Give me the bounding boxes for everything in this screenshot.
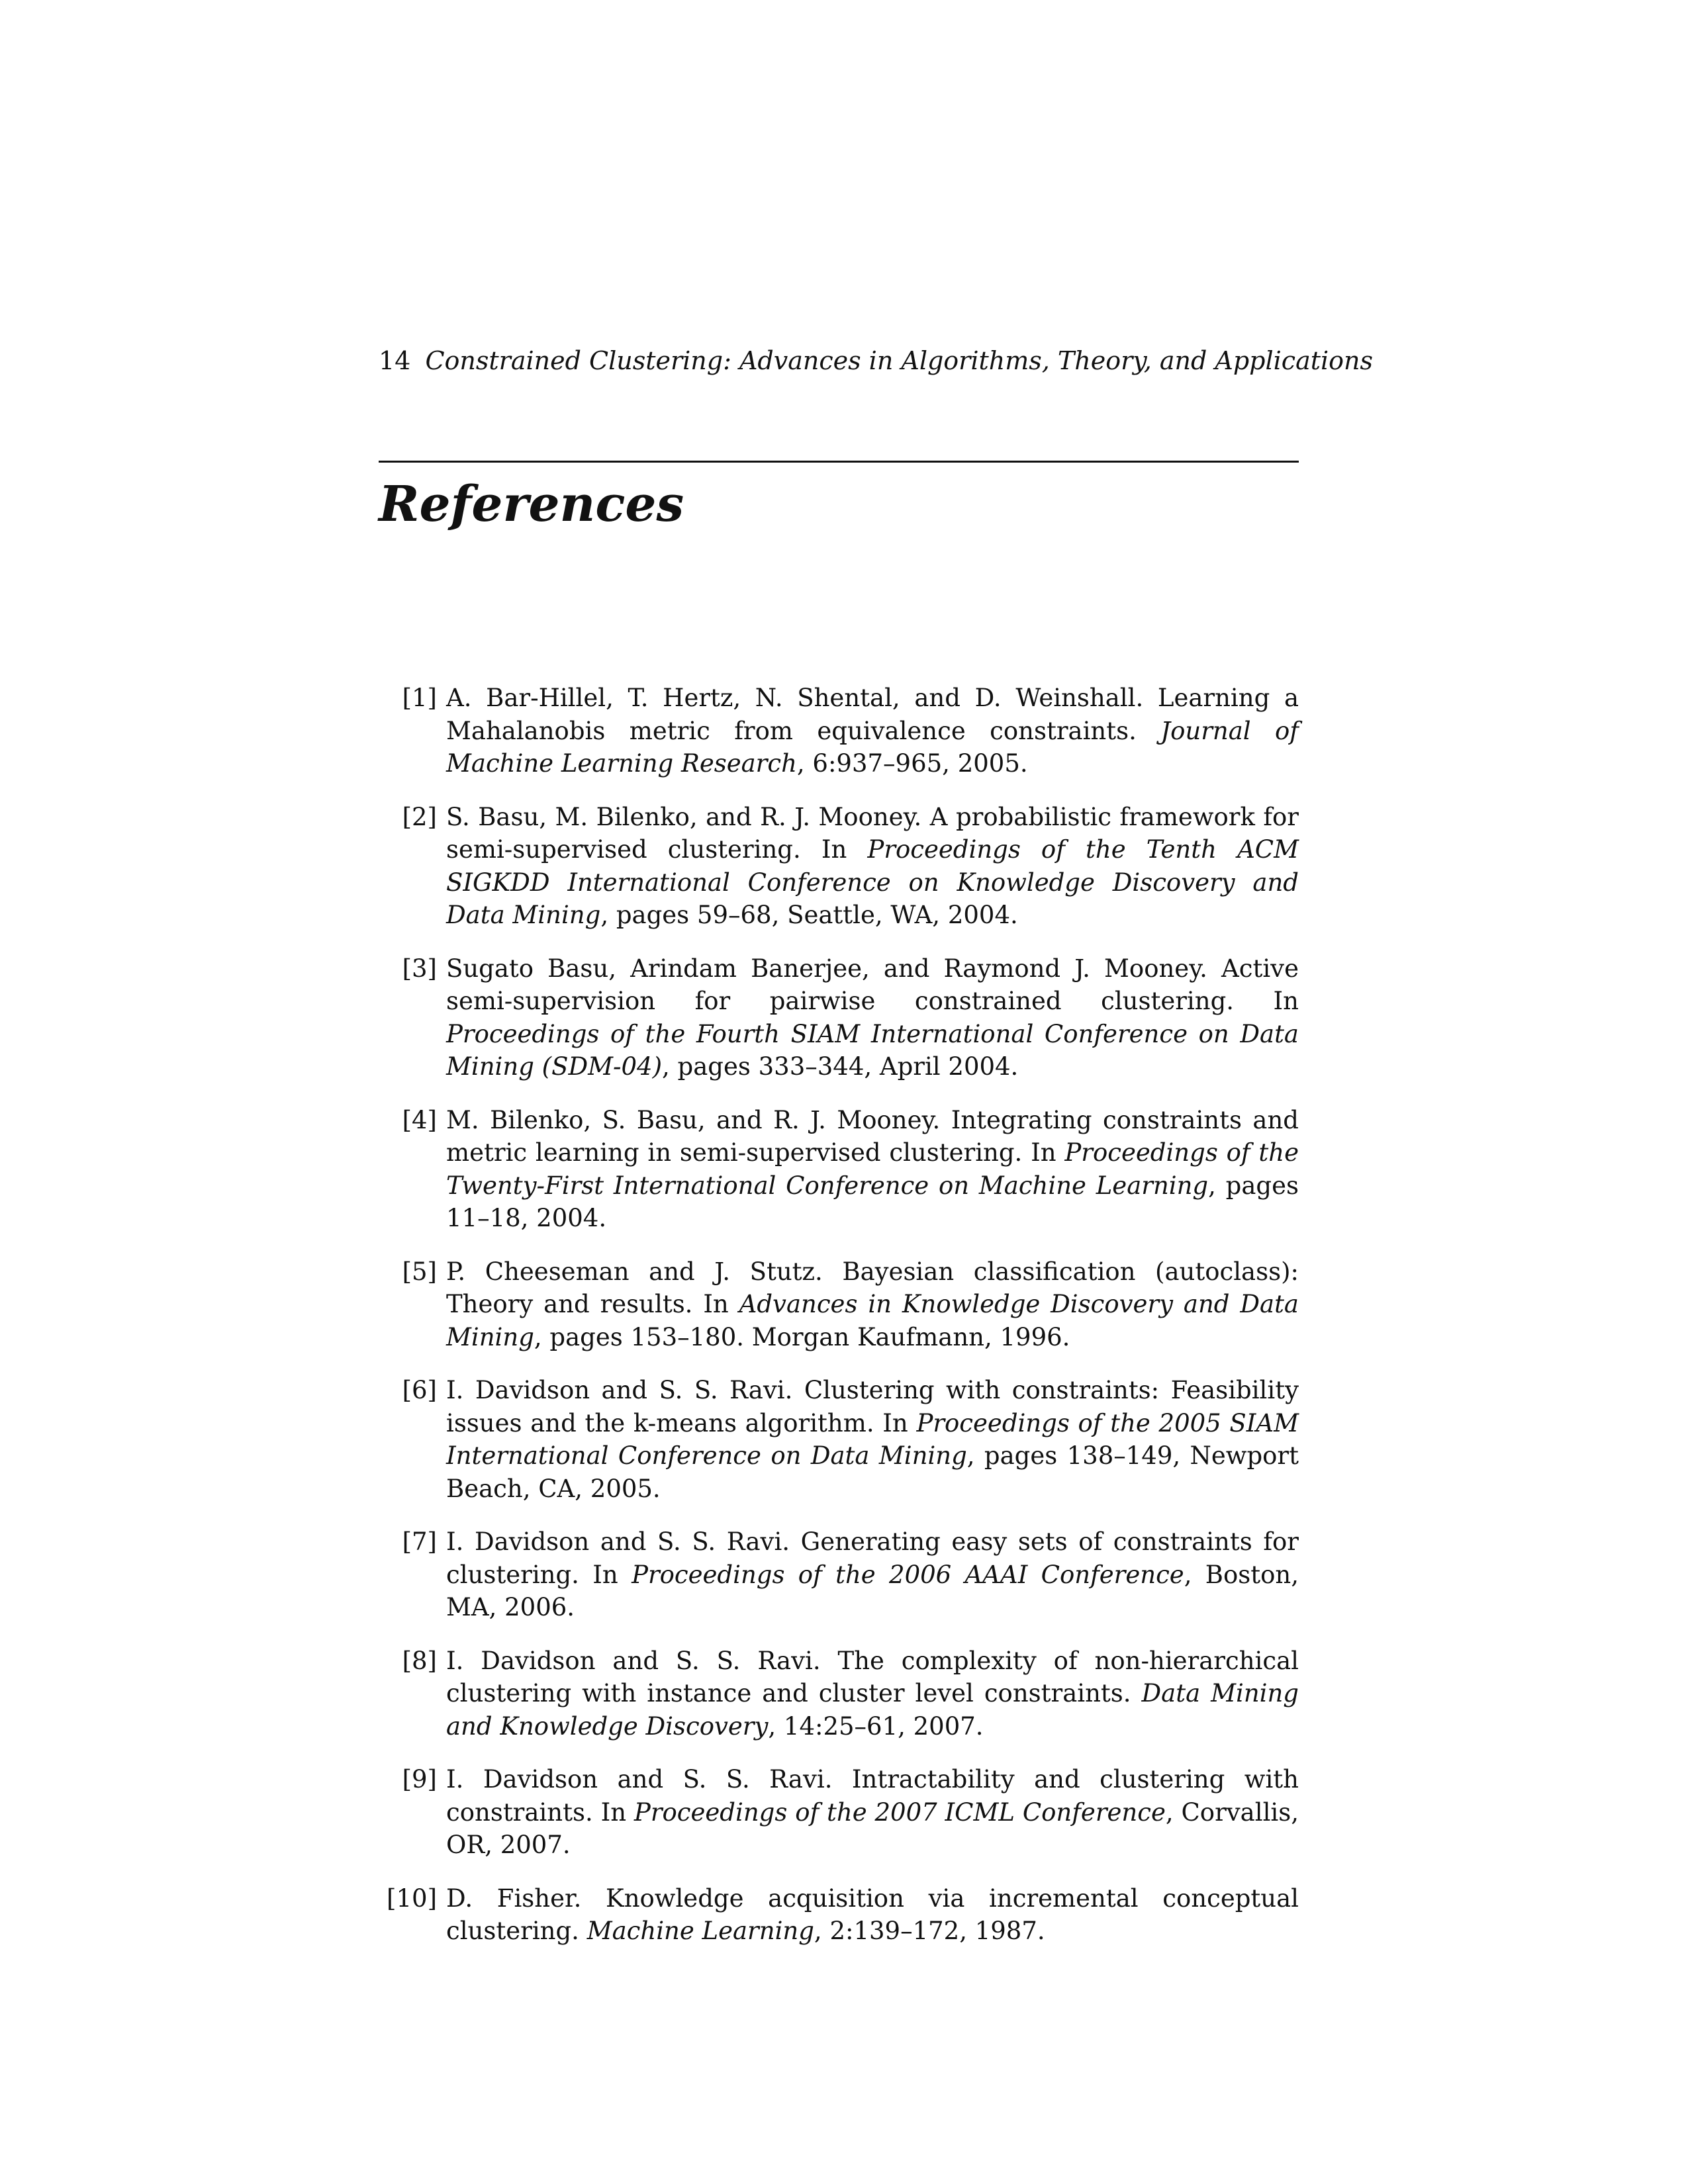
reference-details: , pages 333–344, April 2004. xyxy=(662,1052,1019,1081)
reference-number: [2] xyxy=(402,802,437,831)
reference-number: [4] xyxy=(402,1105,437,1134)
reference-authors: A. Bar-Hillel, T. Hertz, N. Shental, and D. Weinshall. Learning a Mahalanobis metric from equivalence constraints. xyxy=(446,684,1299,745)
reference-authors: D. Fisher. Knowledge acquisition via incremental conceptual clustering. xyxy=(446,1884,1299,1945)
page-number: 14 xyxy=(379,346,411,375)
reference-details: , pages 59–68, Seattle, WA, 2004. xyxy=(600,901,1018,929)
reference-item xyxy=(379,1374,1299,1505)
reference-details: , pages 153–180. Morgan Kaufmann, 1996. xyxy=(534,1322,1070,1351)
reference-authors: P. Cheeseman and J. Stutz. Bayesian classification (autoclass): Theory and results. In xyxy=(446,1257,1299,1318)
reference-authors: Sugato Basu, Arindam Banerjee, and Raymond J. Mooney. Active semi-supervision for pairwise constrained clustering. In xyxy=(446,954,1299,1015)
section-rule xyxy=(379,461,1299,463)
reference-number: [3] xyxy=(402,954,437,983)
reference-authors: M. Bilenko, S. Basu, and R. J. Mooney. Integrating constraints and metric learning in semi-supervised clustering. In xyxy=(446,1105,1299,1167)
reference-item xyxy=(379,952,1299,1083)
reference-venue: Proceedings of the 2007 ICML Conference xyxy=(633,1797,1166,1827)
running-header xyxy=(379,344,1374,377)
reference-details: , pages 11–18, 2004. xyxy=(446,1171,1299,1232)
reference-authors: I. Davidson and S. S. Ravi. Clustering with constraints: Feasibility issues and the k-means algorithm. In xyxy=(446,1376,1299,1437)
reference-number: [5] xyxy=(402,1257,437,1286)
reference-venue: Proceedings of the 2005 SIAM International Conference on Data Mining xyxy=(446,1408,1299,1470)
reference-number: [8] xyxy=(402,1646,437,1675)
reference-venue: Proceedings of the Twenty-First International Conference on Machine Learning xyxy=(446,1138,1299,1200)
reference-item xyxy=(379,1525,1299,1624)
reference-details: , 2:139–172, 1987. xyxy=(814,1917,1045,1945)
reference-item xyxy=(379,1104,1299,1235)
reference-item xyxy=(379,1255,1299,1354)
reference-details: , Corvallis, OR, 2007. xyxy=(446,1797,1299,1859)
reference-item xyxy=(379,1645,1299,1743)
reference-item xyxy=(379,682,1299,780)
reference-authors: S. Basu, M. Bilenko, and R. J. Mooney. A probabilistic framework for semi-supervised clustering. In xyxy=(446,802,1299,864)
reference-list xyxy=(379,682,1299,1968)
reference-details: , Boston, MA, 2006. xyxy=(446,1560,1299,1621)
reference-item xyxy=(379,1763,1299,1862)
reference-venue: Proceedings of the 2006 AAAI Conference xyxy=(632,1560,1184,1589)
reference-authors: I. Davidson and S. S. Ravi. Intractability and clustering with constraints. In xyxy=(446,1765,1299,1827)
reference-venue: Proceedings of the Fourth SIAM International Conference on Data Mining (SDM-04) xyxy=(446,1019,1299,1081)
reference-number: [6] xyxy=(402,1376,437,1404)
reference-item xyxy=(379,1882,1299,1948)
reference-details: , 6:937–965, 2005. xyxy=(796,749,1028,778)
reference-details: , pages 138–149, Newport Beach, CA, 2005. xyxy=(446,1441,1299,1503)
reference-venue: Machine Learning xyxy=(586,1917,814,1945)
reference-venue: Journal of Machine Learning Research xyxy=(446,716,1299,778)
reference-venue: Advances in Knowledge Discovery and Data Mining xyxy=(446,1290,1299,1351)
section-title: References xyxy=(379,476,684,533)
reference-venue: Proceedings of the Tenth ACM SIGKDD International Conference on Knowledge Discovery and Data Mining xyxy=(446,835,1299,929)
reference-authors: I. Davidson and S. S. Ravi. Generating easy sets of constraints for clustering. In xyxy=(446,1527,1299,1589)
reference-number: [1] xyxy=(402,684,437,712)
reference-number: [7] xyxy=(402,1527,437,1556)
reference-number: [9] xyxy=(402,1765,437,1794)
reference-number: [10] xyxy=(387,1884,437,1913)
reference-details: , 14:25–61, 2007. xyxy=(768,1711,984,1741)
reference-venue: Data Mining and Knowledge Discovery xyxy=(446,1679,1299,1741)
reference-item xyxy=(379,801,1299,932)
reference-authors: I. Davidson and S. S. Ravi. The complexity of non-hierarchical clustering with instance and cluster level constraints. xyxy=(446,1646,1299,1707)
book-title: Constrained Clustering: Advances in Algorithms, Theory, and Applications xyxy=(425,346,1374,375)
